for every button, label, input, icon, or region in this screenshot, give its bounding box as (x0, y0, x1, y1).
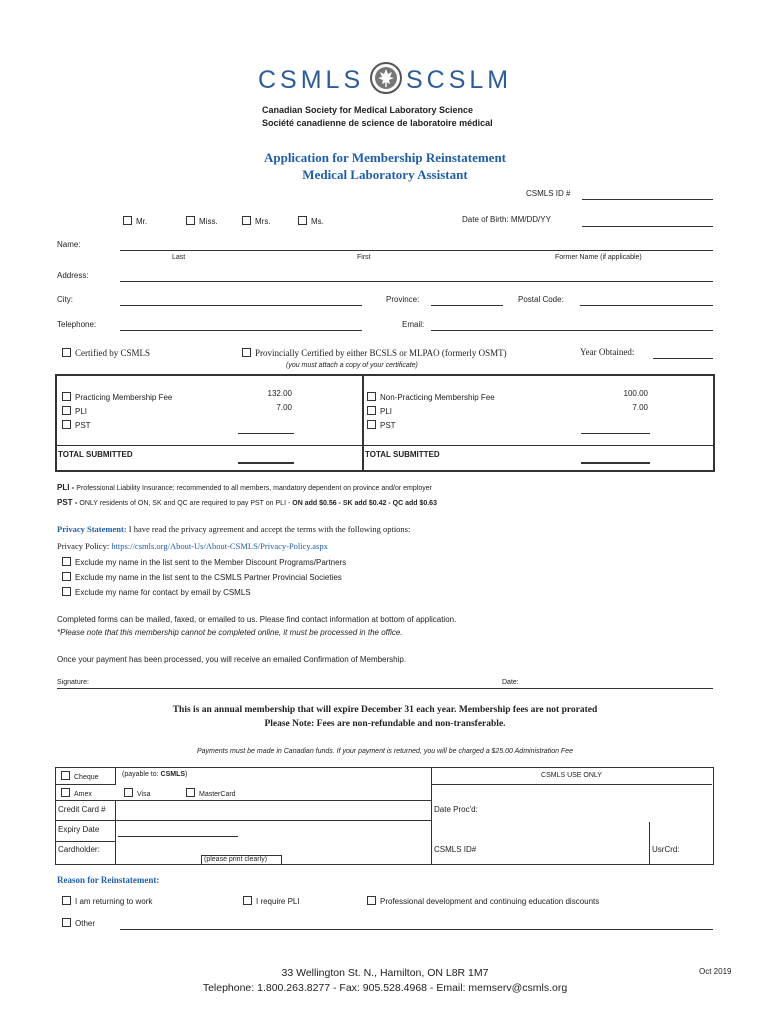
payment-visa[interactable] (124, 788, 151, 798)
non-practicing-total-rule (362, 445, 713, 446)
province-label: Province: (386, 295, 420, 304)
privacy-policy-label: Privacy Policy: (57, 541, 110, 551)
title-mr-label: Mr. (136, 217, 148, 226)
non-practicing-total-label: TOTAL SUBMITTED (365, 450, 440, 459)
reason-label: I am returning to work (75, 897, 153, 906)
former-name-caption: Former Name (if applicable) (555, 254, 642, 261)
csmls-id-input[interactable] (582, 199, 713, 200)
office-header-rule (431, 784, 712, 785)
reason-label: I require PLI (256, 897, 300, 906)
payment-mastercard-label: MasterCard (199, 791, 236, 798)
checkbox-icon (62, 587, 71, 596)
reason-returning-to-work[interactable] (62, 896, 152, 906)
title-mrs[interactable] (242, 216, 271, 226)
privacy-policy (57, 542, 328, 551)
provincially-certified-label: Provincially Certified by either BCSLS or MLPAO (formerly OSMT) (255, 348, 507, 358)
credit-card-row-top (55, 800, 431, 801)
first-name-caption: First (357, 254, 371, 261)
payable-to-name: CSMLS (160, 771, 186, 778)
privacy-option-label: Exclude my name in the list sent to the CSMLS Partner Provincial Societies (75, 573, 342, 582)
usrcrd-label: UsrCrd: (652, 845, 680, 854)
credit-card-label: Credit Card # (58, 805, 106, 814)
provincially-certified-checkbox[interactable] (242, 348, 507, 358)
payable-to-end: ) (185, 771, 188, 778)
practicing-total-label: TOTAL SUBMITTED (58, 450, 133, 459)
payable-to-label: (payable to: (122, 771, 159, 778)
practicing-pst-checkbox[interactable] (62, 420, 91, 430)
checkbox-icon (62, 392, 71, 401)
certified-csmls-label: Certified by CSMLS (75, 348, 151, 358)
label-column-divider (115, 800, 116, 864)
pst-rates: ON add $0.56 - SK add $0.42 - QC add $0.63 (292, 500, 437, 507)
payable-to (122, 771, 187, 778)
submission-note-2: *Please note that this membership cannot be completed online, it must be processed in the office. (57, 628, 403, 637)
credit-card-row-bottom (55, 820, 431, 821)
logo (258, 62, 520, 96)
checkbox-icon (62, 557, 71, 566)
logo-emblem-icon (370, 62, 402, 94)
checkbox-icon (61, 788, 70, 797)
checkbox-icon (62, 918, 71, 927)
pli-note-key: PLI - (57, 483, 75, 492)
practicing-pli-amount: 7.00 (276, 403, 292, 412)
practicing-fee-checkbox[interactable] (62, 392, 172, 402)
province-input[interactable] (431, 305, 503, 306)
reason-other-input[interactable] (120, 929, 713, 930)
signature-label: Signature: (57, 679, 89, 686)
logo-right-text: SCSLM (406, 66, 513, 94)
non-practicing-pli-amount: 7.00 (632, 403, 648, 412)
checkbox-icon (62, 896, 71, 905)
email-input[interactable] (431, 330, 713, 331)
pli-note (57, 484, 432, 492)
submission-note-1: Completed forms can be mailed, faxed, or emailed to us. Please find contact information at bottom of application. (57, 615, 457, 624)
checkbox-icon (242, 348, 251, 357)
confirmation-note: Once your payment has been processed, you will receive an emailed Confirmation of Membership. (57, 655, 407, 664)
privacy-option-provincial[interactable] (62, 572, 342, 582)
checkbox-icon (186, 788, 195, 797)
reason-other[interactable] (62, 918, 95, 928)
page-title: Application for Membership Reinstatement (263, 150, 507, 165)
cardholder-label: Cardholder: (58, 845, 100, 854)
payment-cheque-label: Cheque (74, 774, 99, 781)
signature-date-label: Date: (502, 679, 519, 686)
non-practicing-pst-label: PST (380, 421, 396, 430)
title-mr[interactable] (123, 216, 147, 226)
checkbox-icon (61, 771, 70, 780)
dob-label: Date of Birth: MM/DD/YY (462, 215, 551, 224)
pli-note-text: Professional Liability Insurance; recommended to all members, mandatory dependent on province and/or employer (76, 485, 432, 492)
year-obtained-label: Year Obtained: (580, 347, 635, 357)
practicing-total-input[interactable] (238, 462, 294, 464)
payment-visa-label: Visa (137, 791, 151, 798)
postal-code-input[interactable] (580, 305, 713, 306)
pst-note (57, 499, 437, 507)
print-note: (please print clearly) (204, 856, 268, 863)
expiry-date-label: Expiry Date (58, 825, 100, 834)
footer-address: 33 Wellington St. N., Hamilton, ON L8R 1M7 (281, 967, 489, 979)
reason-require-pli[interactable] (243, 896, 300, 906)
logo-left-text: CSMLS (258, 66, 365, 94)
footer-contact: Telephone: 1.800.263.8277 - Fax: 905.528.4968 - Email: memserv@csmls.org (202, 982, 568, 994)
membership-note-1: This is an annual membership that will expire December 31 each year. Membership fees are not prorated (172, 705, 598, 715)
practicing-total-rule (55, 445, 362, 446)
membership-note-2: Please Note: Fees are non-refundable and non-transferable. (264, 719, 506, 729)
practicing-fee-label: Practicing Membership Fee (75, 393, 173, 402)
checkbox-icon (367, 392, 376, 401)
reason-professional-development[interactable] (367, 896, 599, 906)
fee-box-divider (362, 374, 364, 470)
reason-label: Professional development and continuing education discounts (380, 897, 600, 906)
privacy-option-discount[interactable] (62, 557, 346, 567)
practicing-pli-checkbox[interactable] (62, 406, 87, 416)
non-practicing-pst-checkbox[interactable] (367, 420, 396, 430)
title-mrs-label: Mrs. (255, 217, 271, 226)
privacy-option-email[interactable] (62, 587, 251, 597)
payment-note: Payments must be made in Canadian funds. If your payment is returned, you will be charged a $25.00 Administration Fee (196, 748, 573, 755)
non-practicing-fee-amount: 100.00 (623, 389, 648, 398)
checkbox-icon (124, 788, 133, 797)
title-miss[interactable] (186, 216, 218, 226)
page-subtitle: Medical Laboratory Assistant (302, 167, 468, 182)
checkbox-icon (243, 896, 252, 905)
privacy-statement (57, 525, 410, 534)
telephone-label: Telephone: (57, 320, 97, 329)
reason-other-label: Other (75, 919, 96, 928)
checkbox-icon (367, 896, 376, 905)
pst-note-text: ONLY residents of ON, SK and QC are required to pay PST on PLI - (79, 500, 291, 507)
title-miss-label: Miss. (199, 217, 218, 226)
credit-card-input[interactable] (117, 802, 429, 819)
non-practicing-fee-checkbox[interactable] (367, 392, 495, 402)
city-label: City: (57, 295, 73, 304)
checkbox-icon (62, 348, 71, 357)
name-input[interactable] (120, 250, 713, 251)
payment-box-divider (431, 767, 432, 864)
pst-note-key: PST - (57, 498, 78, 507)
card-type-rule (55, 784, 115, 785)
privacy-policy-link[interactable]: https://csmls.org/About-Us/About-CSMLS/Privacy-Policy.aspx (111, 541, 328, 551)
non-practicing-fee-label: Non-Practicing Membership Fee (380, 393, 495, 402)
attach-certificate-note: (you must attach a copy of your certificate) (286, 362, 418, 369)
privacy-option-label: Exclude my name for contact by email by CSMLS (75, 588, 251, 597)
practicing-pst-label: PST (75, 421, 91, 430)
address-label: Address: (57, 271, 89, 280)
practicing-fee-amount: 132.00 (267, 389, 292, 398)
last-name-caption: Last (172, 254, 186, 261)
checkbox-icon (62, 572, 71, 581)
usrcrd-divider (649, 822, 650, 864)
office-csmls-id-label: CSMLS ID# (434, 845, 477, 854)
privacy-intro: I have read the privacy agreement and accept the terms with the following options: (128, 524, 411, 534)
address-input[interactable] (120, 281, 713, 282)
non-practicing-total-input[interactable] (581, 462, 650, 464)
expiry-date-input[interactable] (118, 836, 238, 837)
practicing-pst-input[interactable] (238, 433, 294, 434)
year-obtained-input[interactable] (653, 358, 713, 359)
payment-amex[interactable] (61, 788, 92, 798)
name-label: Name: (57, 240, 81, 249)
checkbox-icon (62, 420, 71, 429)
title-ms[interactable] (298, 216, 324, 226)
society-name-en: Canadian Society for Medical Laboratory Science (262, 105, 474, 115)
privacy-option-label: Exclude my name in the list sent to the Member Discount Programs/Partners (75, 558, 347, 567)
office-use-header: CSMLS USE ONLY (541, 772, 602, 779)
dob-input[interactable] (582, 226, 713, 227)
footer-revision-date: Oct 2019 (699, 967, 732, 976)
payment-cheque[interactable] (61, 771, 99, 781)
checkbox-icon (62, 406, 71, 415)
title-ms-label: Ms. (311, 217, 324, 226)
reason-heading: Reason for Reinstatement: (57, 875, 160, 885)
csmls-id-label: CSMLS ID # (526, 189, 571, 198)
date-processed-label: Date Proc'd: (434, 805, 478, 814)
non-practicing-pli-checkbox[interactable] (367, 406, 392, 416)
checkbox-icon (123, 216, 132, 225)
payment-amex-label: Amex (74, 791, 92, 798)
payment-mastercard[interactable] (186, 788, 236, 798)
city-input[interactable] (120, 305, 362, 306)
certified-csmls-checkbox[interactable] (62, 348, 150, 358)
email-label: Email: (402, 320, 425, 329)
postal-code-label: Postal Code: (518, 295, 564, 304)
checkbox-icon (298, 216, 307, 225)
telephone-input[interactable] (120, 330, 362, 331)
card-type-divider (115, 767, 116, 785)
privacy-heading: Privacy Statement: (57, 524, 127, 534)
non-practicing-pst-input[interactable] (581, 433, 650, 434)
practicing-pli-label: PLI (75, 407, 88, 416)
non-practicing-pli-label: PLI (380, 407, 393, 416)
checkbox-icon (367, 406, 376, 415)
society-name-fr: Société canadienne de science de laboratoire médical (262, 118, 493, 128)
expiry-row-bottom (55, 841, 115, 842)
checkbox-icon (367, 420, 376, 429)
checkbox-icon (242, 216, 251, 225)
signature-input[interactable] (57, 688, 713, 689)
checkbox-icon (186, 216, 195, 225)
